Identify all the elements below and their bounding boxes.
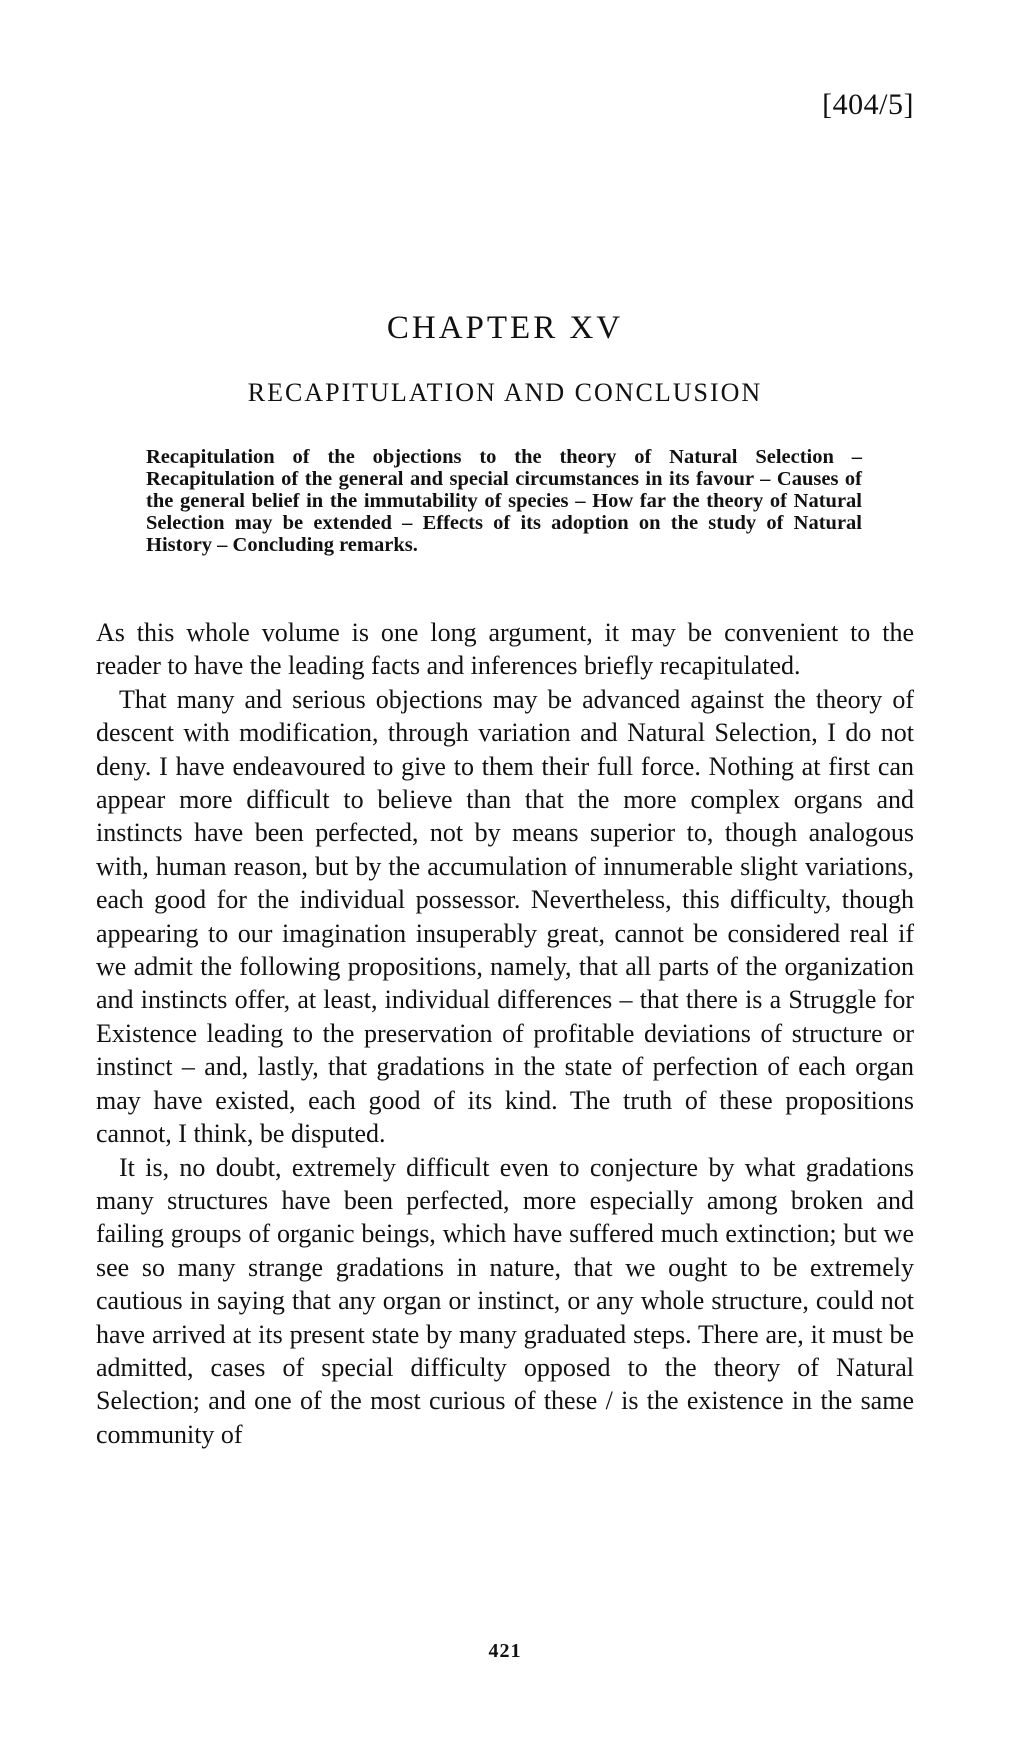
paragraph-3: It is, no doubt, extremely difficult even to conjecture by what gradations many structures have been perfected, more especially among broken and failing groups of organic beings, which have suffered much extinction; but we see so many strange gradations in nature, that we ought to be extremely cautious in saying that any organ or instinct, or any whole structure, could not have arrived at its present state by many graduated steps. There are, it must be admitted, cases of special difficulty opposed to the theory of Natural Selection; and one of the most curious of these / is the existence in the same community of (96, 1152, 914, 1449)
paragraph-1: As this whole volume is one long argument, it may be convenient to the reader to have the leading facts and inferences briefly recapitulated. (96, 618, 914, 681)
paragraph-2: That many and serious objections may be advanced against the theory of descent with modification, through variation and Natural Selection, I do not deny. I have endeavoured to give to them their full force. Nothing at first can appear more difficult to believe than that the more complex organs and instincts have been perfected, not by means superior to, though analogous with, human reason, but by the accumulation of innumerable slight variations, each good for the individual possessor. Nevertheless, this difficulty, though appearing to our imagination insuperably great, cannot be considered real if we admit the following propositions, namely, that all parts of the organization and instincts offer, at least, individual differences – that there is a Struggle for Existence leading to the preservation of profitable deviations of structure or instinct – and, lastly, that gradations in the state of perfection of each organ may have existed, each good of its kind. The truth of these propositions cannot, I think, be disputed. (96, 684, 914, 1149)
page-reference: [404/5] (822, 88, 914, 121)
chapter-synopsis: Recapitulation of the objections to the theory of Natural Selection – Recapitulation of the general and special circumstances in its favour – Causes of the general belief in the immutability of species – How far the theory of Natural Selection may be extended – Effects of its adoption on the study of Natural History – Concluding remarks. (146, 446, 862, 556)
chapter-title: CHAPTER XV (386, 310, 624, 346)
page-number: 421 (488, 1640, 522, 1662)
chapter-subtitle: RECAPITULATION AND CONCLUSION (247, 378, 763, 407)
body-text (96, 616, 914, 1451)
